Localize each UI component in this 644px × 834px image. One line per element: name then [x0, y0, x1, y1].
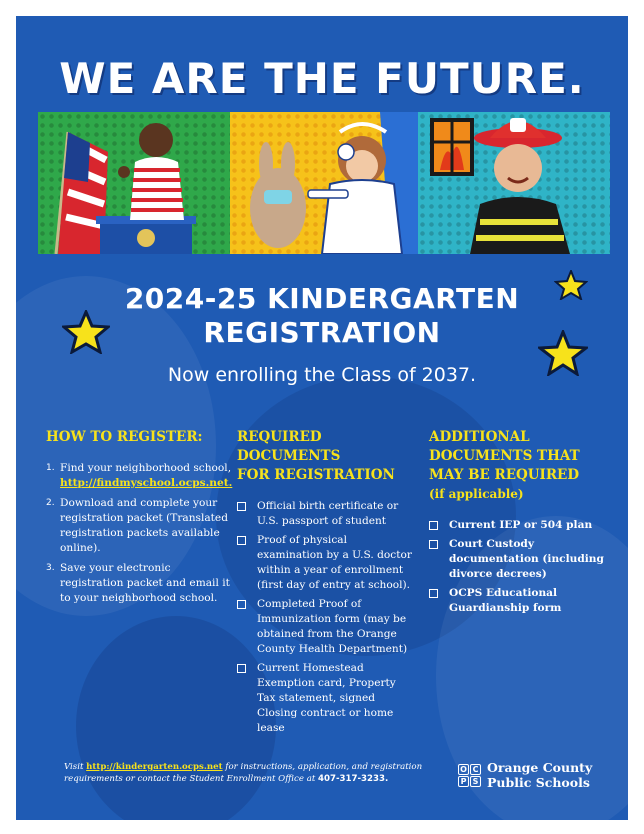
registration-title: [16, 282, 628, 350]
checkbox-icon: [429, 589, 438, 598]
logo-text: [487, 760, 592, 790]
checkbox-icon: [429, 521, 438, 530]
list-item: [429, 518, 609, 533]
checkbox-icon: [237, 664, 246, 673]
checkbox-icon: [237, 600, 246, 609]
list-item: [46, 461, 236, 491]
item-text: OCPS Educational Guardianship form: [449, 587, 562, 614]
ocps-logo-mark: [458, 764, 481, 787]
title-line-2: REGISTRATION: [203, 316, 441, 349]
photo-flag-podium-boy: [38, 112, 230, 254]
logo-line: Public Schools: [487, 775, 590, 790]
list-item: [237, 597, 413, 657]
item-text: Proof of physical examination by a U.S. doctor within a year of enrollment (first day of entry at school).: [257, 534, 412, 591]
headline: WE ARE THE FUTURE.: [59, 54, 585, 103]
checkbox-icon: [237, 536, 246, 545]
list-item: [429, 586, 609, 616]
footer-text: for instructions, application, and registration requirements or contact the Student Enrollment Office at: [64, 762, 423, 784]
heading-line: MAY BE REQUIRED: [429, 467, 580, 483]
logo-letter: S: [470, 776, 481, 787]
logo-letter: O: [458, 764, 469, 775]
checkbox-icon: [429, 540, 438, 549]
heading-line: ADDITIONAL: [429, 429, 530, 445]
step-number: 2.: [46, 498, 55, 508]
heading-line: DOCUMENTS: [237, 448, 341, 464]
checkbox-icon: [237, 502, 246, 511]
footer-note: [64, 761, 424, 785]
list-item: [237, 533, 413, 593]
kindergarten-link[interactable]: http://kindergarten.ocps.net: [86, 762, 223, 772]
heading-line: REQUIRED: [237, 429, 322, 445]
flyer: [16, 16, 628, 820]
required-documents-section: [237, 428, 413, 740]
step-text: Download and complete your registration packet (Translated registration packets available online).: [60, 497, 228, 554]
step-text: Find your neighborhood school,: [60, 462, 232, 474]
list-item: [429, 537, 609, 582]
additional-documents-section: [429, 428, 609, 620]
logo-letter: C: [470, 764, 481, 775]
item-text: Completed Proof of Immunization form (may be obtained from the Orange County Health Department): [257, 598, 408, 655]
enrollment-subtitle: Now enrolling the Class of 2037.: [167, 364, 477, 386]
list-item: [46, 496, 236, 556]
heading-subline: (if applicable): [429, 487, 524, 501]
item-text: Court Custody documentation (including divorce decrees): [449, 538, 604, 580]
list-item: [46, 561, 236, 606]
how-to-register-section: [46, 428, 236, 611]
logo-line: Orange County: [487, 760, 593, 775]
heading-line: FOR REGISTRATION: [237, 467, 395, 483]
phone-number: 407-317-3233.: [318, 774, 389, 784]
step-number: 1.: [46, 463, 55, 473]
footer-visit: Visit: [64, 762, 84, 772]
additional-documents-heading: [429, 428, 609, 504]
photo-doctor-girl: [230, 112, 418, 254]
title-line-1: 2024-25 KINDERGARTEN: [124, 282, 520, 315]
item-text: Official birth certificate or U.S. passport of student: [257, 500, 399, 527]
step-number: 3.: [46, 563, 55, 573]
list-item: [237, 499, 413, 529]
list-item: [237, 661, 413, 736]
ocps-logo: [458, 760, 592, 790]
logo-letter: P: [458, 776, 469, 787]
heading-line: DOCUMENTS THAT: [429, 448, 580, 464]
step-text: Save your electronic registration packet and email it to your neighborhood school.: [60, 562, 230, 604]
how-to-register-heading: HOW TO REGISTER:: [46, 429, 203, 445]
findmyschool-link[interactable]: http://findmyschool.ocps.net.: [60, 477, 233, 489]
photo-strip: [38, 112, 610, 254]
item-text: Current Homestead Exemption card, Property Tax statement, signed Closing contract or home lease: [257, 662, 396, 734]
item-text: Current IEP or 504 plan: [449, 519, 593, 531]
photo-firefighter-boy: [418, 112, 610, 254]
required-documents-heading: [237, 428, 413, 485]
